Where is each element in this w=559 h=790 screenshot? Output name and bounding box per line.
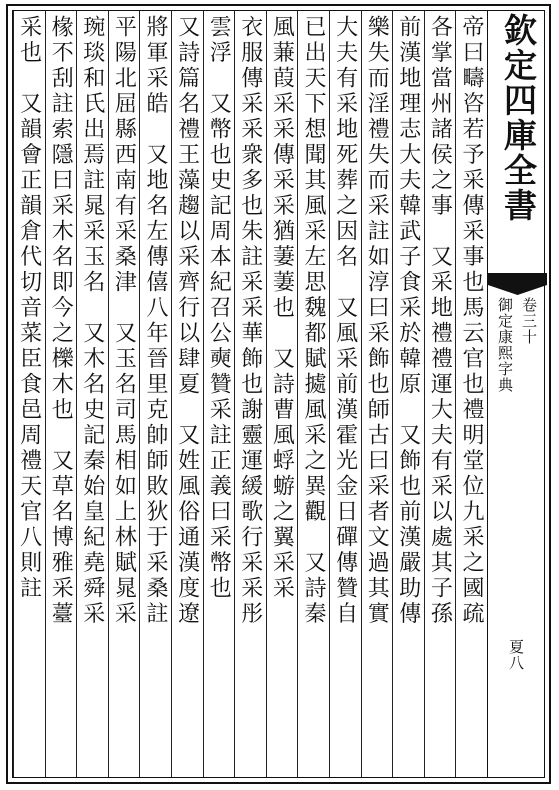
text-column (139, 11, 171, 777)
text-column (234, 11, 266, 777)
column-text: 樂失而淫禮失而采註如淳曰采飾也師古曰采者文過其實 (364, 15, 390, 627)
column-text: 琬琰和氏出焉註晁采玉名 又木名史記秦始皇紀堯舜采 (79, 15, 105, 627)
column-text: 大夫有采地死葬之因名 又風采前漢霍光金日磾傳贊自 (332, 15, 358, 627)
column-text: 椽不刮註索隱曰采木名即今之櫟木也 又草名博雅采薹 (48, 15, 74, 627)
column-text: 將軍采皓 又地名左傳僖八年晉里克帥師敗狄于采桑註 (142, 15, 168, 627)
text-column (392, 11, 424, 777)
volume-label-line2: 卷三十 (520, 297, 538, 345)
text-column (203, 11, 235, 777)
page-number: 夏八 (507, 639, 525, 671)
column-text: 采也 又韻會正韻倉代切音菜臣食邑周禮天官八則註 (16, 15, 42, 602)
column-text: 風蒹葭采采傳采采猶萋萋也 又詩曹風蜉蝣之翼采采 (269, 15, 295, 602)
volume-label-line1: 御定康熙字典 (496, 297, 514, 393)
column-text: 前漢地理志大夫韓武子食采於韓原 又飾也前漢嚴助傳 (395, 15, 421, 627)
text-column (455, 11, 487, 777)
text-column (297, 11, 329, 777)
text-column (76, 11, 108, 777)
margin-column (487, 11, 547, 777)
book-title: 欽定四庫全書 (499, 13, 538, 223)
column-text: 帝曰疇咨若予采傳采事也馬云官也禮明堂位九采之國疏 (458, 15, 484, 627)
text-column (45, 11, 77, 777)
text-block (12, 10, 545, 778)
column-text: 衣服傳采采衆多也朱註采采華飾也謝靈運緩歌行采采彤 (237, 15, 263, 627)
text-column (424, 11, 456, 777)
page-frame (6, 4, 551, 784)
column-text: 已出天下想聞其風采左思魏都賦㨿風采之異觀 又詩秦 (300, 15, 326, 627)
column-text: 雲浮 又幣也史記周本紀召公奭贊采註正義曰采幣也 (206, 15, 232, 602)
text-column (108, 11, 140, 777)
text-column (329, 11, 361, 777)
column-text: 又詩篇名禮王藻趨以采齊行以肆夏 又姓風俗通漢度遼 (174, 15, 200, 627)
column-text: 各掌當州諸侯之事 又采地禮禮運大夫有采以處其子孫 (427, 15, 453, 627)
column-text: 平陽北屈縣西南有采桑津 又玉名司馬相如上林賦晁采 (111, 15, 137, 627)
text-column (13, 11, 45, 777)
text-column (361, 11, 393, 777)
text-column (171, 11, 203, 777)
text-column (266, 11, 298, 777)
